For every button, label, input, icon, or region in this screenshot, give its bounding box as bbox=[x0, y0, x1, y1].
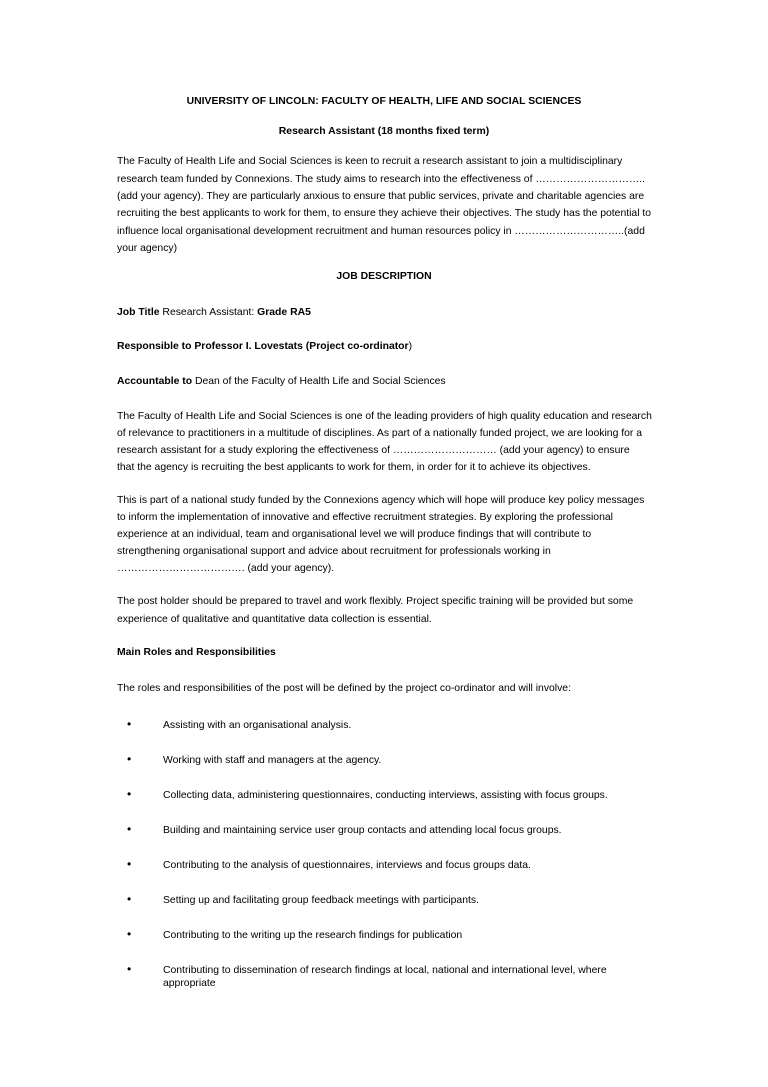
intro-line: (add your agency). They are particularly anxious to ensure that public services, private and charitable agencies are bbox=[117, 191, 645, 202]
bullet-icon: • bbox=[127, 752, 132, 766]
responsible-to-row bbox=[117, 340, 412, 353]
bullet-icon: • bbox=[127, 857, 132, 871]
job-title-row bbox=[117, 306, 311, 319]
list-item: Contributing to the analysis of questionnaires, interviews and focus groups data. bbox=[163, 860, 531, 871]
list-item: Setting up and facilitating group feedback meetings with participants. bbox=[163, 895, 479, 906]
list-item-continuation: appropriate bbox=[163, 978, 216, 989]
intro-line: recruiting the best applicants to work for them, to ensure they achieve their objectives. The study has the potential to bbox=[117, 208, 652, 219]
para3-line: experience of qualitative and quantitative data collection is essential. bbox=[117, 614, 432, 625]
roles-intro: The roles and responsibilities of the post will be defined by the project co-ordinator and will involve: bbox=[117, 683, 571, 694]
list-item: Collecting data, administering questionnaires, conducting interviews, assisting with focus groups. bbox=[163, 790, 608, 801]
intro-line: your agency) bbox=[117, 243, 178, 254]
job-title-value: Research Assistant: bbox=[159, 307, 258, 318]
accountable-to-label: Accountable to bbox=[117, 376, 193, 387]
bullet-icon: • bbox=[127, 787, 132, 801]
job-title-grade: Grade RA5 bbox=[257, 307, 311, 318]
intro-line: research team funded by Connexions. The study aims to research into the effectiveness of ………………………….. bbox=[117, 174, 646, 185]
bullet-icon: • bbox=[127, 822, 132, 836]
para2-line: strengthening organisational support and advice about recruitment for professionals working in bbox=[117, 546, 551, 557]
responsible-to-label: Responsible to Professor I. Lovestats (Project co-ordinator bbox=[117, 341, 409, 352]
para1-line: research assistant for a study exploring the effectiveness of ………………………… (add your agency) to ensure bbox=[117, 445, 630, 456]
intro-line: The Faculty of Health Life and Social Sciences is keen to recruit a research assistant to join a multidisciplinary bbox=[117, 156, 623, 167]
bullet-icon: • bbox=[127, 962, 132, 976]
accountable-to-value: Dean of the Faculty of Health Life and Social Sciences bbox=[192, 376, 446, 387]
document-title: UNIVERSITY OF LINCOLN: FACULTY OF HEALTH, LIFE AND SOCIAL SCIENCES bbox=[186, 96, 582, 107]
para2-line: This is part of a national study funded by the Connexions agency which will hope will produce key policy messages bbox=[117, 495, 645, 506]
para2-line: experience at an individual, team and organisational level we will produce findings that will contribute to bbox=[117, 529, 592, 540]
list-item: Assisting with an organisational analysis. bbox=[163, 720, 352, 731]
list-item: Building and maintaining service user group contacts and attending local focus groups. bbox=[163, 825, 562, 836]
para2-line: ………………………………. (add your agency). bbox=[117, 563, 335, 574]
document-subtitle: Research Assistant (18 months fixed term) bbox=[278, 126, 490, 137]
list-item: Working with staff and managers at the agency. bbox=[163, 755, 382, 766]
list-item: Contributing to dissemination of research findings at local, national and international level, where bbox=[163, 965, 607, 976]
bullet-icon: • bbox=[127, 927, 132, 941]
roles-heading: Main Roles and Responsibilities bbox=[117, 647, 276, 658]
para3-line: The post holder should be prepared to travel and work flexibly. Project specific training will be provided but some bbox=[117, 596, 634, 607]
accountable-to-row bbox=[117, 375, 446, 388]
bullet-icon: • bbox=[127, 892, 132, 906]
para1-line: The Faculty of Health Life and Social Sciences is one of the leading providers of high quality education and research bbox=[117, 411, 652, 422]
intro-line: influence local organisational development recruitment and human resources policy in …………………………..(add bbox=[117, 226, 645, 237]
list-item: Contributing to the writing up the research findings for publication bbox=[163, 930, 463, 941]
para2-line: to inform the implementation of innovative and effective recruitment strategies. By exploring the professional bbox=[117, 512, 613, 523]
para1-line: of relevance to practitioners in a multitude of disciplines. As part of a nationally funded project, we are looking for a bbox=[117, 428, 643, 439]
responsible-to-close: ) bbox=[408, 341, 413, 352]
job-description-heading: JOB DESCRIPTION bbox=[336, 271, 432, 282]
para1-line: that the agency is recruiting the best applicants to work for them, in order for it to achieve its objectives. bbox=[117, 462, 591, 473]
job-title-label: Job Title bbox=[117, 307, 160, 318]
bullet-icon: • bbox=[127, 717, 132, 731]
